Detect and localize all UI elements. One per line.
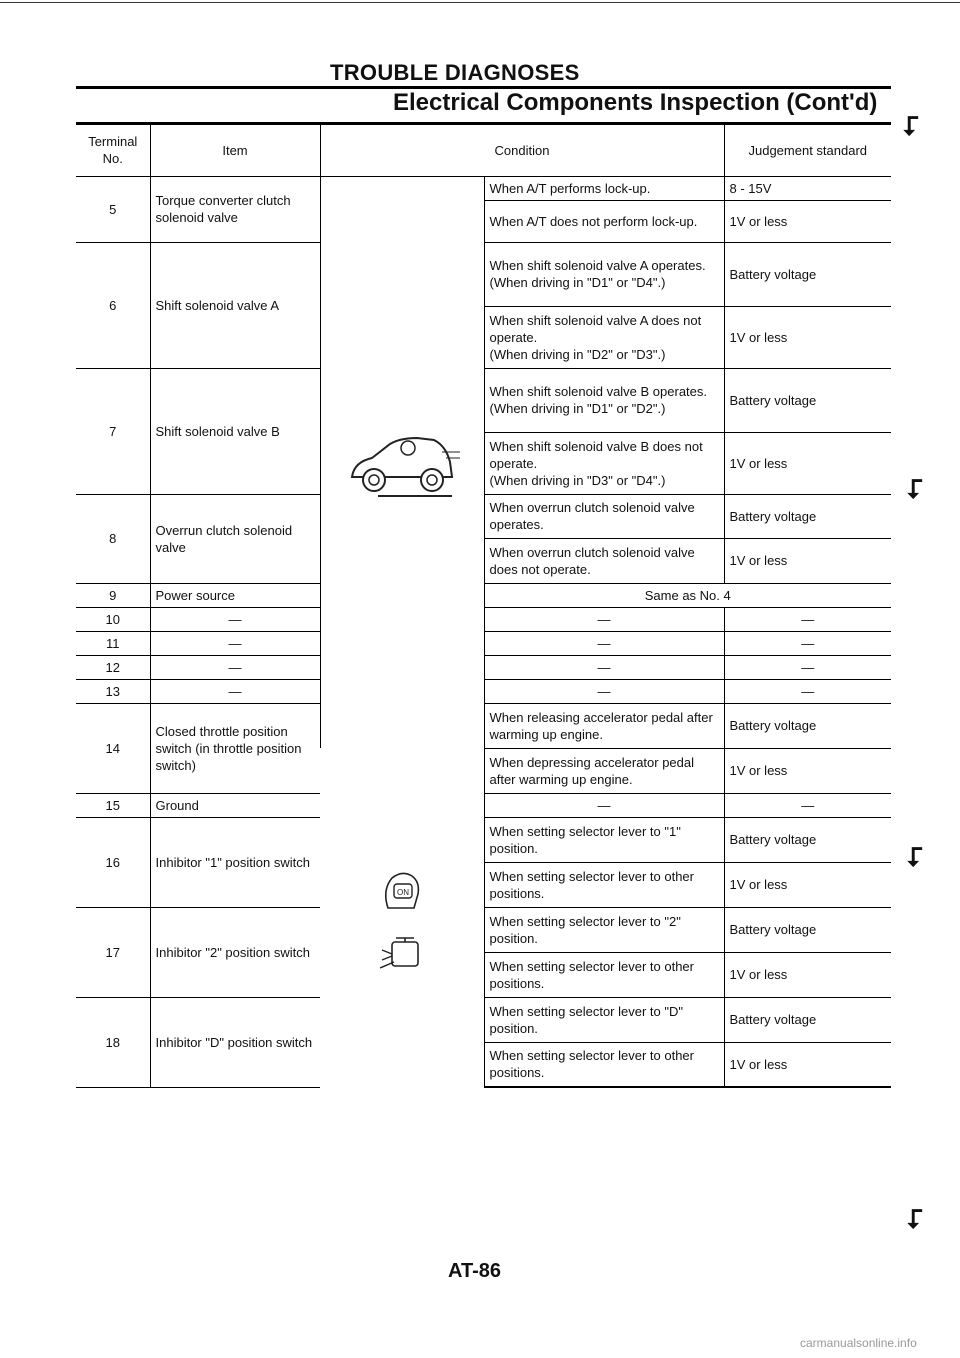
- judgement-value: 8 - 15V: [724, 176, 891, 200]
- header-judgement: Judgement standard: [724, 125, 891, 176]
- table-row: [76, 176, 891, 200]
- item-name: Shift solenoid valve B: [150, 368, 320, 494]
- table-row: [76, 607, 891, 631]
- item-name: Ground: [150, 793, 320, 817]
- item-name: Torque converter clutch solenoid valve: [150, 176, 320, 242]
- terminal-no: 18: [76, 997, 150, 1087]
- same-as-note: Same as No. 4: [484, 583, 891, 607]
- table-row: [76, 679, 891, 703]
- item-name: Inhibitor "D" position switch: [150, 997, 320, 1087]
- header-item: Item: [150, 125, 320, 176]
- item-name: Power source: [150, 583, 320, 607]
- inspection-table: [76, 125, 891, 1088]
- table-row: [76, 793, 891, 817]
- condition-text: —: [484, 631, 724, 655]
- terminal-no: 14: [76, 703, 150, 793]
- judgement-value: Battery voltage: [724, 703, 891, 748]
- terminal-no: 16: [76, 817, 150, 907]
- item-name: Shift solenoid valve A: [150, 242, 320, 368]
- table-row: [76, 817, 891, 862]
- terminal-no: 11: [76, 631, 150, 655]
- condition-main: When shift solenoid valve B operates.: [489, 384, 708, 399]
- table-row: [76, 907, 891, 952]
- condition-text: When setting selector lever to other positions.: [484, 862, 724, 907]
- condition-text: When overrun clutch solenoid valve operates.: [484, 494, 724, 538]
- judgement-value: —: [724, 655, 891, 679]
- terminal-no: 9: [76, 583, 150, 607]
- condition-text: —: [484, 607, 724, 631]
- ignition-on-label: ON: [396, 887, 409, 897]
- condition-text: —: [484, 793, 724, 817]
- judgement-value: —: [724, 793, 891, 817]
- condition-text: [484, 306, 724, 368]
- judgement-value: 1V or less: [724, 952, 891, 997]
- judgement-value: Battery voltage: [724, 494, 891, 538]
- condition-text: When setting selector lever to "1" position.: [484, 817, 724, 862]
- condition-main: When shift solenoid valve A does not operate.: [489, 312, 702, 345]
- condition-text: [484, 242, 724, 306]
- table-row: [76, 242, 891, 306]
- terminal-no: 8: [76, 494, 150, 583]
- condition-note: (When driving in "D2" or "D3".): [489, 346, 666, 362]
- item-name: —: [150, 655, 320, 679]
- terminal-no: 5: [76, 176, 150, 242]
- footer-watermark: carmanualsonline.info: [800, 1336, 917, 1350]
- terminal-no: 10: [76, 607, 150, 631]
- condition-text: [484, 368, 724, 432]
- condition-main: When shift solenoid valve A operates.: [489, 258, 706, 273]
- item-name: —: [150, 679, 320, 703]
- condition-note: (When driving in "D1" or "D4".): [489, 275, 666, 290]
- judgement-value: 1V or less: [724, 200, 891, 242]
- judgement-value: Battery voltage: [724, 242, 891, 306]
- judgement-value: Battery voltage: [724, 817, 891, 862]
- item-name: Inhibitor "1" position switch: [150, 817, 320, 907]
- condition-note: (When driving in "D1" or "D2".): [489, 401, 666, 416]
- condition-main: When shift solenoid valve B does not operate.: [489, 438, 703, 471]
- condition-text: When setting selector lever to "D" position.: [484, 997, 724, 1042]
- judgement-value: Battery voltage: [724, 368, 891, 432]
- table-row: [76, 631, 891, 655]
- condition-text: When setting selector lever to other positions.: [484, 952, 724, 997]
- table-row: [76, 655, 891, 679]
- judgement-value: 1V or less: [724, 306, 891, 368]
- table-row: [76, 703, 891, 748]
- engine-off-icon: [378, 932, 426, 974]
- condition-text: When setting selector lever to other positions.: [484, 1042, 724, 1087]
- item-name: —: [150, 607, 320, 631]
- header-condition: Condition: [320, 125, 724, 176]
- judgement-value: 1V or less: [724, 862, 891, 907]
- revision-mark-icon: ⮦: [907, 841, 923, 871]
- table-row: [76, 494, 891, 538]
- condition-text: When depressing accelerator pedal after warming up engine.: [484, 748, 724, 793]
- judgement-value: —: [724, 631, 891, 655]
- condition-note: (When driving in "D3" or "D4".): [489, 472, 666, 488]
- page-number: AT-86: [448, 1260, 501, 1282]
- terminal-no: 17: [76, 907, 150, 997]
- condition-text: [484, 432, 724, 494]
- condition-text: —: [484, 679, 724, 703]
- table-header-row: [76, 125, 891, 176]
- driving-icon-cell: [320, 176, 484, 748]
- header-terminal: Terminal No.: [76, 125, 150, 176]
- table-row: [76, 997, 891, 1042]
- item-name: Closed throttle position switch (in throttle position switch): [150, 703, 320, 793]
- condition-text: When overrun clutch solenoid valve does not operate.: [484, 538, 724, 583]
- condition-text: When setting selector lever to "2" position.: [484, 907, 724, 952]
- table-row: [76, 368, 891, 432]
- judgement-value: Battery voltage: [724, 997, 891, 1042]
- item-name: Overrun clutch solenoid valve: [150, 494, 320, 583]
- terminal-no: 15: [76, 793, 150, 817]
- judgement-value: —: [724, 607, 891, 631]
- ignition-on-icon: [380, 868, 424, 914]
- judgement-value: 1V or less: [724, 1042, 891, 1087]
- revision-mark-icon: ⮦: [907, 1203, 923, 1233]
- section-subtitle: Electrical Components Inspection (Cont'd): [393, 89, 878, 116]
- condition-text: When A/T does not perform lock-up.: [484, 200, 724, 242]
- item-name: —: [150, 631, 320, 655]
- judgement-value: 1V or less: [724, 432, 891, 494]
- judgement-value: 1V or less: [724, 538, 891, 583]
- item-name: Inhibitor "2" position switch: [150, 907, 320, 997]
- ignition-icon-cell: [320, 748, 484, 1087]
- terminal-no: 7: [76, 368, 150, 494]
- revision-mark-icon: ⮦: [907, 473, 923, 503]
- terminal-no: 13: [76, 679, 150, 703]
- judgement-value: —: [724, 679, 891, 703]
- page-title: TROUBLE DIAGNOSES: [330, 60, 580, 85]
- condition-text: When A/T performs lock-up.: [484, 176, 724, 200]
- top-border: [0, 2, 960, 3]
- terminal-no: 12: [76, 655, 150, 679]
- judgement-value: 1V or less: [724, 748, 891, 793]
- table-row: [76, 583, 891, 607]
- terminal-no: 6: [76, 242, 150, 368]
- revision-mark-icon: ⮦: [903, 110, 919, 140]
- judgement-value: Battery voltage: [724, 907, 891, 952]
- car-driving-icon: [342, 422, 462, 502]
- condition-text: When releasing accelerator pedal after warming up engine.: [484, 703, 724, 748]
- condition-text: —: [484, 655, 724, 679]
